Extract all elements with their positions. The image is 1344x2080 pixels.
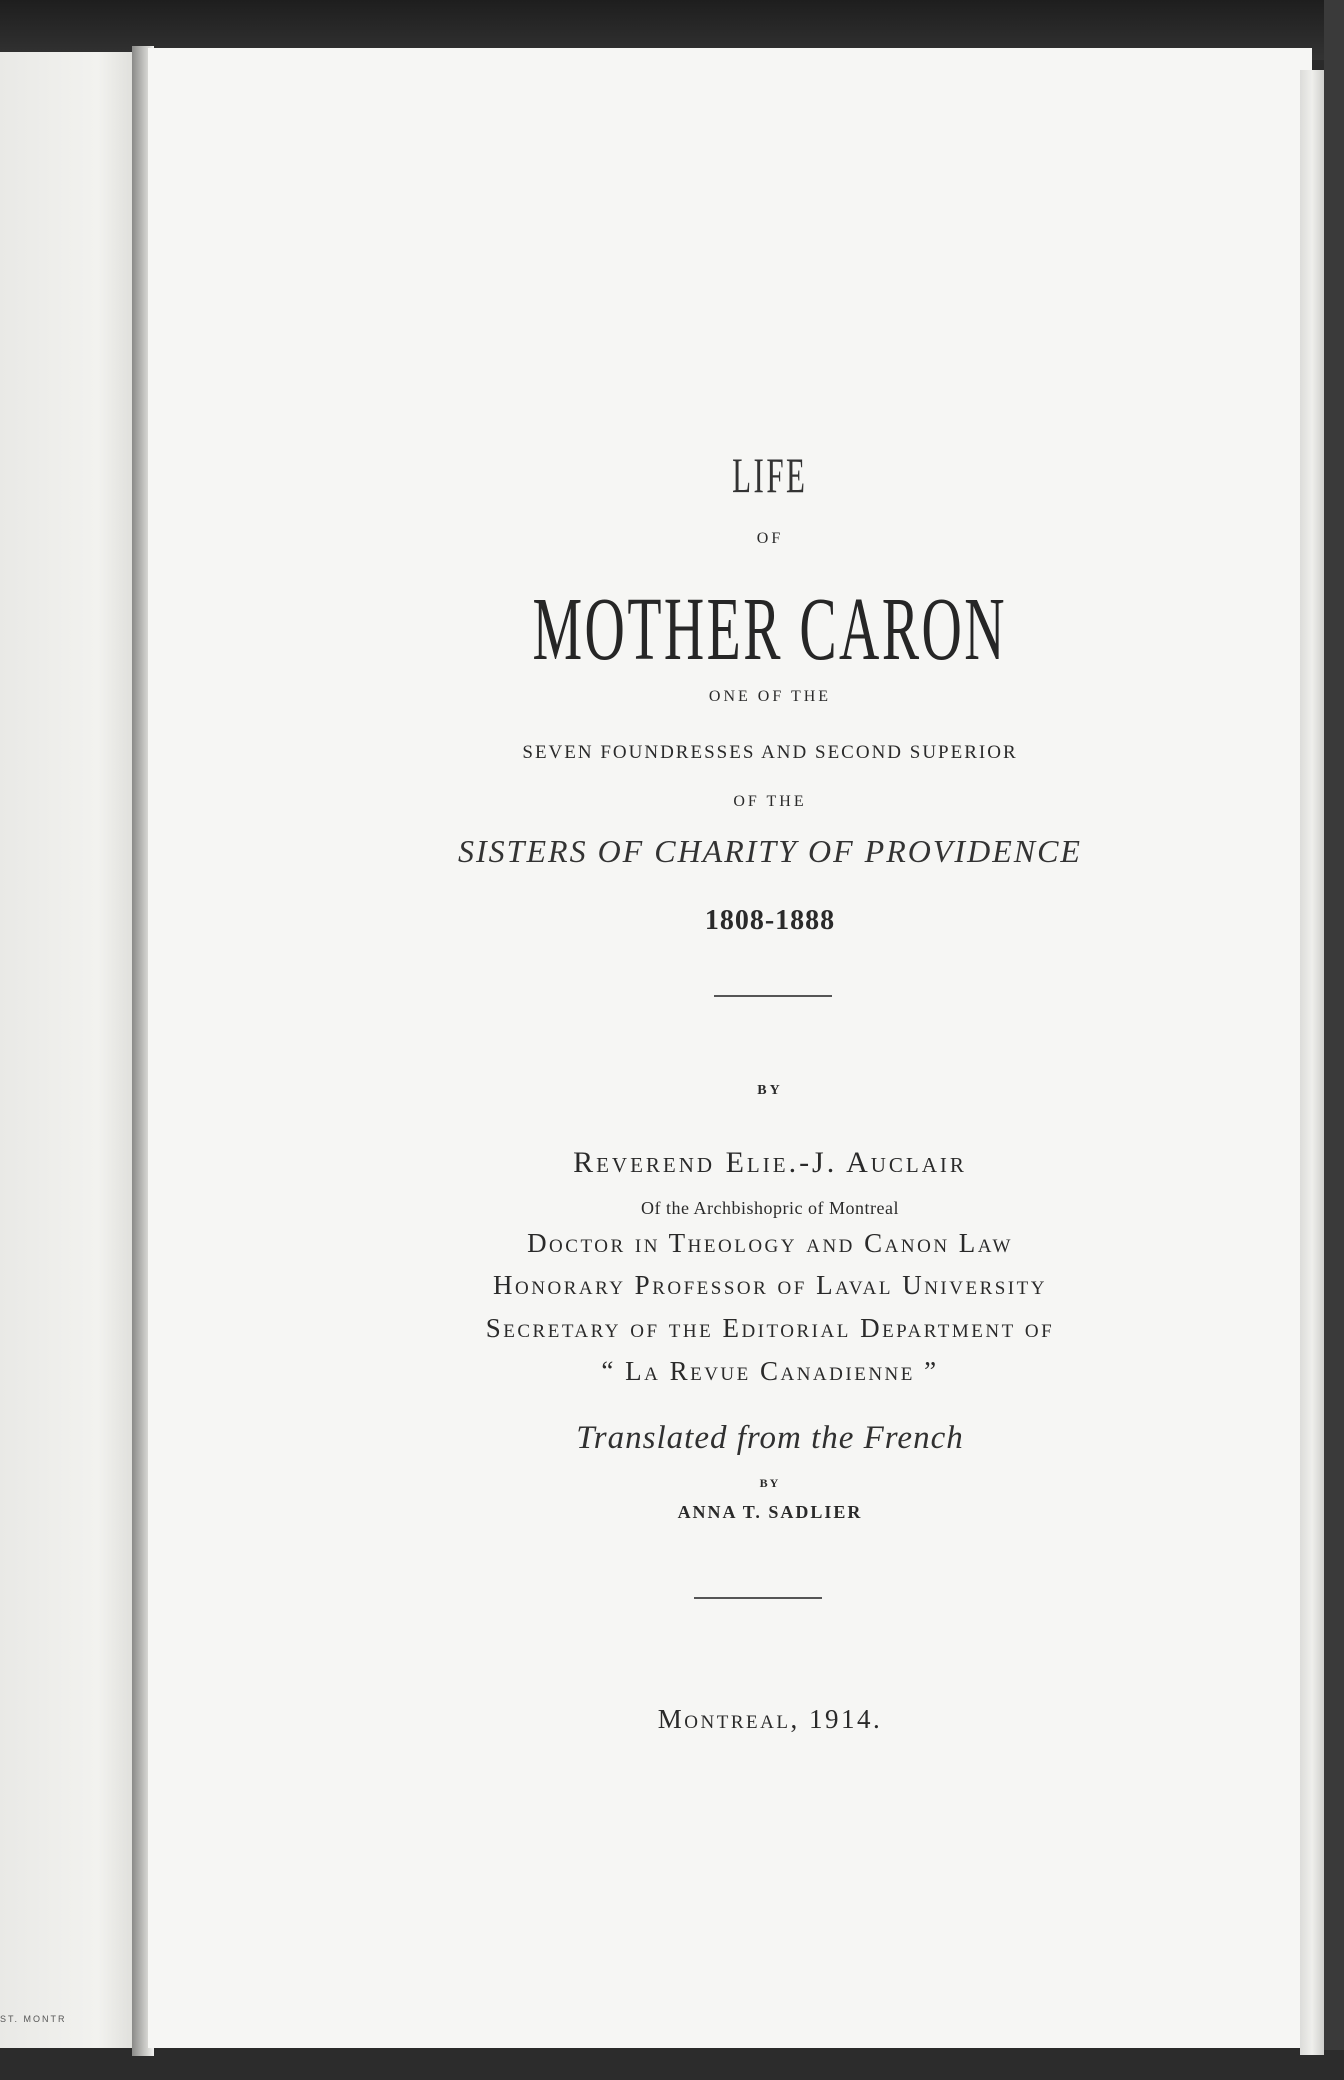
divider-rule-top: [714, 995, 832, 997]
by-label: BY: [757, 1083, 783, 1098]
author-affiliation: Of the Archbishopric of Montreal: [641, 1198, 899, 1218]
facing-page-edge-text: ST. MONTR: [0, 2014, 67, 2024]
main-title: MOTHER CARON: [532, 580, 1008, 679]
facing-page: [0, 52, 140, 2048]
divider-rule-bottom: [694, 1597, 822, 1599]
translator-by-label: BY: [759, 1476, 781, 1490]
page-edge: [1300, 70, 1324, 2055]
title-line-of: OF: [756, 530, 784, 547]
author-publication: “ La Revue Canadienne ”: [601, 1356, 939, 1386]
life-dates: 1808-1888: [704, 905, 836, 936]
subtitle-line-1: ONE OF THE: [708, 688, 832, 705]
order-name: SISTERS OF CHARITY OF PROVIDENCE: [458, 833, 1082, 869]
author-degree: Doctor in Theology and Canon Law: [527, 1228, 1013, 1258]
scanner-background-right: [1324, 0, 1344, 2080]
title-page: [148, 48, 1312, 2048]
imprint-place-year: Montreal, 1914.: [657, 1704, 883, 1734]
author-position: Secretary of the Editorial Department of: [485, 1313, 1055, 1343]
subtitle-line-2: SEVEN FOUNDRESSES AND SECOND SUPERIOR: [522, 742, 1018, 763]
scanner-background-bottom: [0, 2050, 1344, 2080]
translator-name: ANNA T. SADLIER: [677, 1502, 863, 1522]
author-professorship: Honorary Professor of Laval University: [493, 1270, 1047, 1300]
title-line-life: LIFE: [732, 447, 808, 503]
translation-note: Translated from the French: [576, 1420, 964, 1456]
subtitle-line-3: OF THE: [733, 793, 807, 810]
author-name: Reverend Elie.-J. Auclair: [573, 1146, 967, 1179]
